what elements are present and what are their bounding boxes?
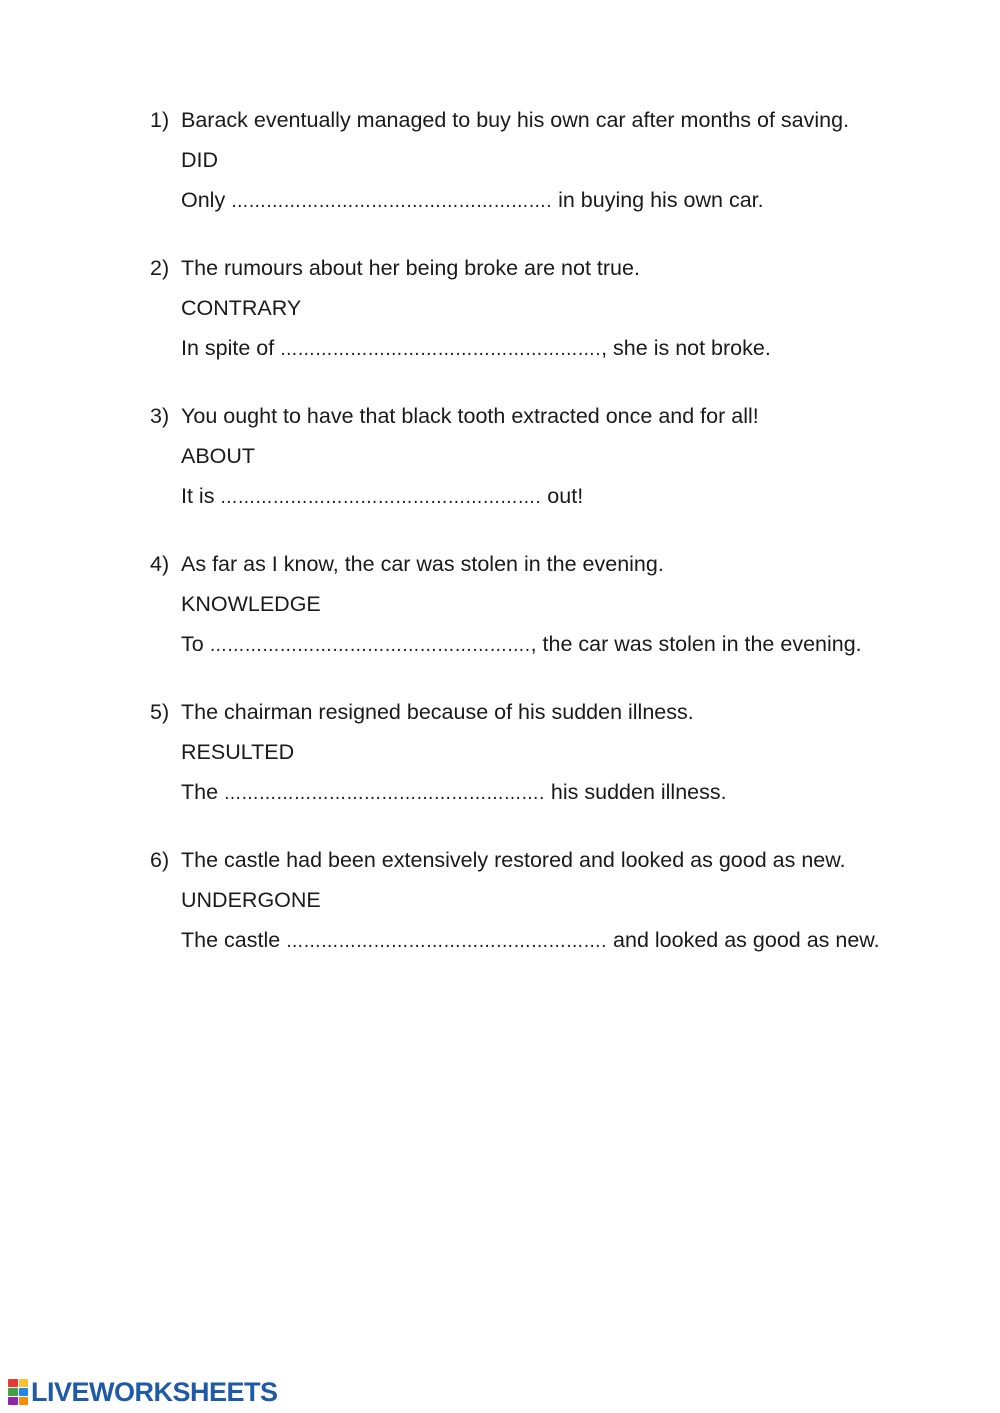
answer-start: In spite of — [181, 336, 281, 360]
logo-block — [8, 1379, 18, 1387]
question-body — [181, 100, 890, 222]
answer-blank-field[interactable]: ………………………………………………. — [280, 340, 602, 360]
question-number: 5) — [150, 700, 170, 724]
logo-block — [8, 1397, 18, 1405]
answer-line — [181, 180, 890, 222]
answer-blank-field[interactable]: ………………………………………………. — [224, 784, 545, 804]
question-keyword: UNDERGONE — [181, 888, 321, 912]
answer-line — [181, 476, 890, 518]
worksheet — [150, 100, 890, 988]
question-body — [181, 840, 890, 962]
answer-start: To — [181, 632, 210, 656]
question-6 — [150, 840, 890, 962]
answer-start: The — [181, 780, 225, 804]
answer-end: in buying his own car. — [552, 188, 764, 212]
question-4 — [150, 544, 890, 666]
question-number: 1) — [150, 108, 170, 132]
logo-text: LIVEWORKSHEETS — [31, 1376, 278, 1407]
question-body — [181, 248, 890, 370]
question-keyword: DID — [181, 148, 219, 172]
answer-end: and looked as good as new. — [607, 928, 880, 952]
liveworksheets-logo[interactable] — [8, 1377, 278, 1407]
answer-end: his sudden illness. — [544, 780, 727, 804]
question-sentence: Barack eventually managed to buy his own car after months of saving. — [181, 108, 850, 132]
question-2 — [150, 248, 890, 370]
answer-line — [181, 920, 890, 962]
question-sentence: The rumours about her being broke are not true. — [181, 256, 640, 280]
question-sentence: You ought to have that black tooth extracted once and for all! — [181, 404, 759, 428]
question-number: 4) — [150, 552, 170, 576]
question-5 — [150, 692, 890, 814]
answer-end: , the car was stolen in the evening. — [530, 632, 862, 656]
logo-block — [19, 1388, 29, 1396]
answer-start: The castle — [181, 928, 287, 952]
question-keyword: KNOWLEDGE — [181, 592, 321, 616]
answer-start: Only — [181, 188, 232, 212]
logo-block — [19, 1379, 29, 1387]
question-number: 2) — [150, 256, 170, 280]
question-keyword: ABOUT — [181, 444, 256, 468]
answer-blank-field[interactable]: ………………………………………………. — [209, 636, 531, 656]
answer-line — [181, 328, 890, 370]
answer-end: , she is not broke. — [601, 336, 771, 360]
question-1 — [150, 100, 890, 222]
question-body — [181, 396, 890, 518]
answer-blank-field[interactable]: ………………………………………………. — [220, 488, 542, 508]
logo-blocks-icon — [8, 1379, 28, 1405]
logo-block — [8, 1388, 18, 1396]
answer-blank-field[interactable]: ………………………………………………. — [286, 932, 608, 952]
question-sentence: The castle had been extensively restored and looked as good as new. — [181, 848, 846, 872]
question-sentence: As far as I know, the car was stolen in the evening. — [181, 552, 664, 576]
question-sentence: The chairman resigned because of his sudden illness. — [181, 700, 694, 724]
question-body — [181, 692, 890, 814]
logo-block — [19, 1397, 29, 1405]
answer-start: It is — [181, 484, 221, 508]
question-number: 3) — [150, 404, 170, 428]
answer-blank-field[interactable]: ………………………………………………. — [231, 192, 553, 212]
answer-end: out! — [541, 484, 584, 508]
question-keyword: CONTRARY — [181, 296, 302, 320]
answer-line — [181, 772, 890, 814]
question-3 — [150, 396, 890, 518]
question-body — [181, 544, 890, 666]
question-number: 6) — [150, 848, 170, 872]
answer-line — [181, 624, 890, 666]
question-keyword: RESULTED — [181, 740, 295, 764]
